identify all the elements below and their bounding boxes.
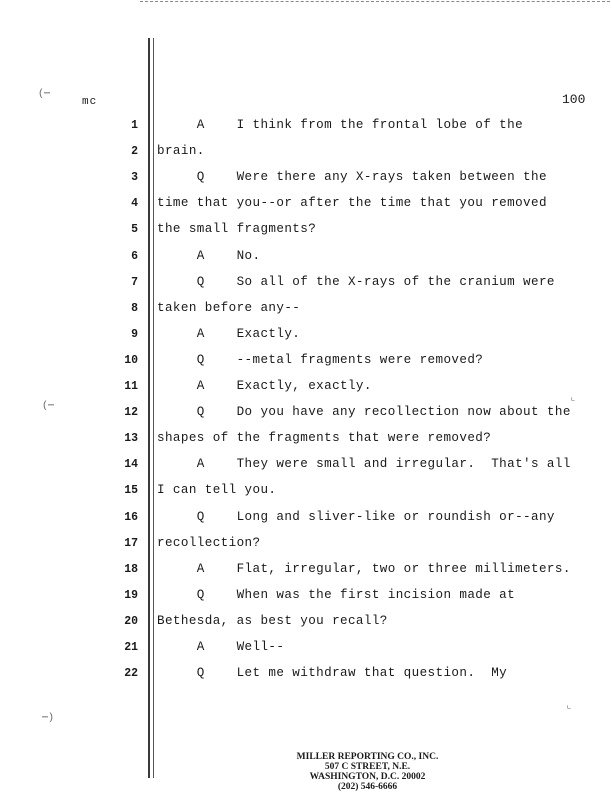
line-text: A Exactly. xyxy=(157,326,301,341)
line-text: A They were small and irregular. That's all xyxy=(157,457,571,472)
line-text: Q So all of the X-rays of the cranium were xyxy=(157,274,555,289)
line-text: recollection? xyxy=(157,535,261,550)
line-number: 19 xyxy=(124,588,138,602)
check-mark-bottom: ⌞ xyxy=(566,701,573,712)
line-number: 5 xyxy=(131,223,138,237)
line-text: A Well-- xyxy=(157,640,285,654)
line-number: 3 xyxy=(131,171,138,185)
top-edge-line xyxy=(140,1,610,3)
line-number: 6 xyxy=(131,249,138,263)
left-margin-rule xyxy=(148,38,150,778)
line-number: 10 xyxy=(124,353,138,367)
line-number: 22 xyxy=(124,667,138,681)
line-text: A No. xyxy=(157,248,261,263)
line-number: 14 xyxy=(124,458,138,472)
line-number: 7 xyxy=(131,275,138,289)
line-text: Q Do you have any recollection now about the xyxy=(157,405,571,420)
line-number: 2 xyxy=(131,145,138,159)
line-number: 21 xyxy=(124,641,138,654)
check-mark-middle: ⌞ xyxy=(570,393,577,404)
line-text: A I think from the frontal lobe of the xyxy=(157,118,524,132)
line-number: 8 xyxy=(131,301,138,315)
line-text: Q Long and sliver-like or roundish or--any xyxy=(157,509,555,524)
page-number: 100 xyxy=(562,92,586,107)
line-number: 15 xyxy=(124,484,138,498)
footer-city: WASHINGTON, D.C. 20002 xyxy=(309,772,426,782)
line-text: Bethesda, as best you recall? xyxy=(157,613,388,628)
line-text: the small fragments? xyxy=(157,222,317,237)
line-number: 12 xyxy=(124,406,138,420)
line-number: 4 xyxy=(131,197,138,211)
line-text: Q Were there any X-rays taken between the xyxy=(157,170,547,185)
punch-hole-mark-top: (⋯ xyxy=(38,89,51,100)
left-margin-rule-inner xyxy=(153,38,154,778)
line-number: 13 xyxy=(124,432,138,446)
line-number: 17 xyxy=(124,536,138,550)
line-text: Q --metal fragments were removed? xyxy=(157,352,484,367)
line-number: 16 xyxy=(124,510,138,524)
line-text: time that you--or after the time that you removed xyxy=(157,196,547,211)
footer-street: 507 C STREET, N.E. xyxy=(324,762,411,772)
line-number: 1 xyxy=(131,119,138,132)
punch-hole-mark-middle: (⋯ xyxy=(42,401,55,412)
line-number: 20 xyxy=(124,614,138,628)
line-text: Q Let me withdraw that question. My xyxy=(157,666,508,681)
line-number: 11 xyxy=(124,380,138,393)
line-text: Q When was the first incision made at xyxy=(157,587,516,602)
line-number: 9 xyxy=(131,327,138,341)
line-text: shapes of the fragments that were removed? xyxy=(157,431,492,446)
reporter-initials: mc xyxy=(82,96,98,108)
line-text: taken before any-- xyxy=(157,300,301,315)
punch-hole-mark-bottom: ⋯) xyxy=(42,713,55,724)
line-number: 18 xyxy=(124,562,138,576)
footer-company: MILLER REPORTING CO., INC. xyxy=(296,752,439,762)
line-text: brain. xyxy=(157,144,205,159)
footer-phone: (202) 546-6666 xyxy=(337,782,398,792)
line-text: I can tell you. xyxy=(157,483,277,498)
line-text: A Flat, irregular, two or three millimeters. xyxy=(157,561,571,576)
line-text: A Exactly, exactly. xyxy=(157,379,372,393)
